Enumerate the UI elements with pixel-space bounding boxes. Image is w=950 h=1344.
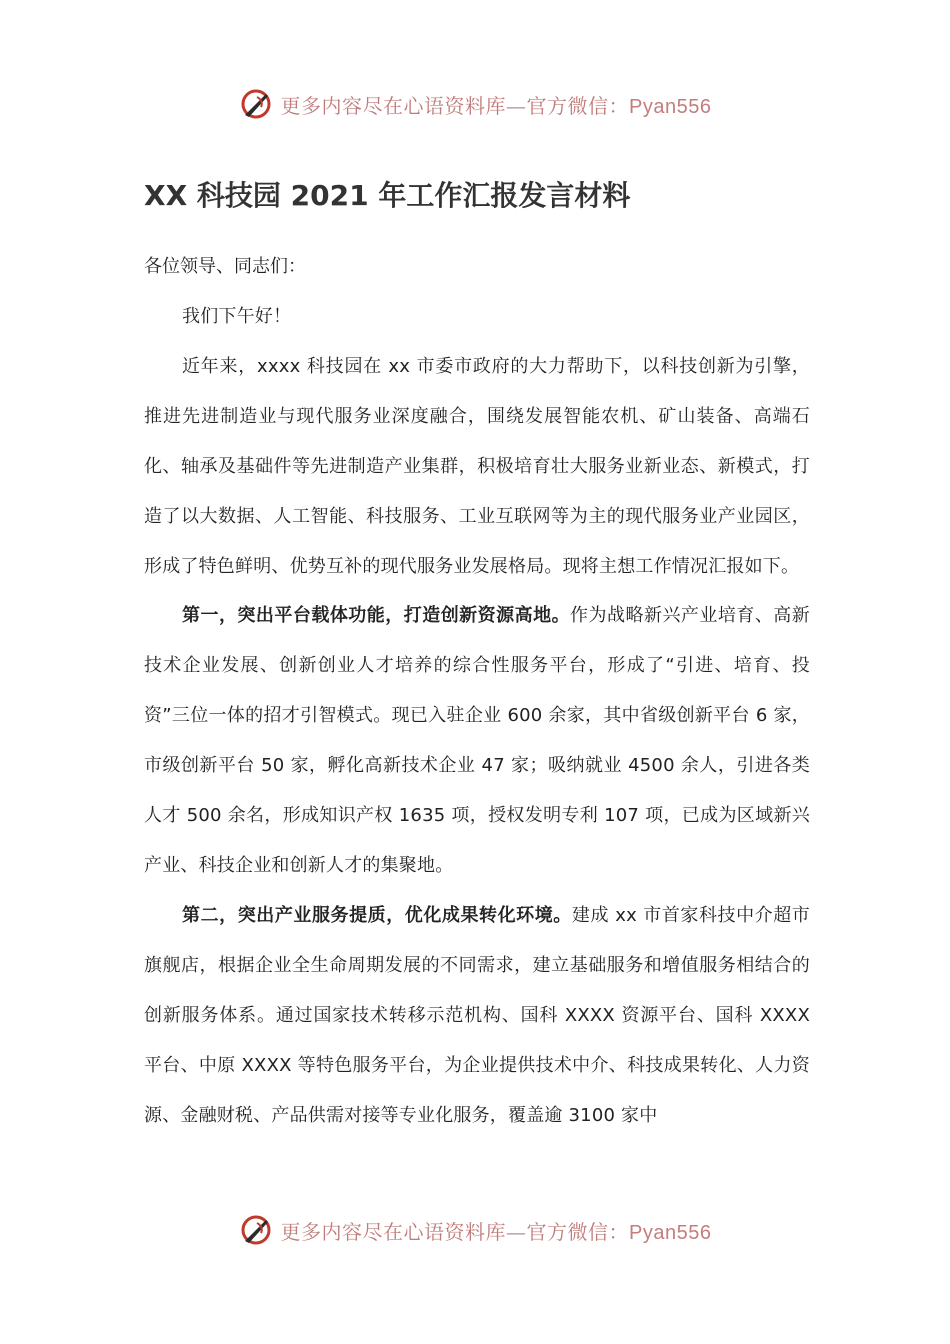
greeting-paragraph: 我们下午好！: [182, 306, 292, 327]
banner-wechat-label: 官方微信：: [526, 1219, 630, 1244]
banner-text: [281, 90, 712, 119]
section-2-heading: 第二，突出产业服务提质，优化成果转化环境。: [182, 904, 572, 926]
banner-wechat-id: Pyan556: [629, 95, 712, 118]
banner-main-text: 更多内容尽在心语资料库: [280, 93, 507, 118]
salutation: 各位领导、同志们：: [144, 256, 306, 277]
document-title: XX 科技园 2021 年工作汇报发言材料: [144, 179, 631, 212]
section-1-heading: 第一，突出平台载体功能，打造创新资源高地。: [182, 605, 571, 627]
quill-pen-logo-icon: [239, 1213, 273, 1247]
intro-paragraph: 近年来，xxxx 科技园在 xx 市委市政府的大力帮助下，以科技创新为引擎，推进先进制造业与现代服务业深度融合，围绕发展智能农机、矿山装备、高端石化、轴承及基础件等先进制造产业集群，积极培育壮大服务业新业态、新模式，打造了以大数据、人工智能、科技服务、工业互联网等为主的现代服务业产业园区，形成了特色鲜明、优势互补的现代服务业发展格局。现将主想工作情况汇报如下。: [144, 355, 810, 577]
header-banner: [0, 84, 950, 124]
quill-pen-logo-icon: [239, 87, 273, 121]
section-2-paragraph: [144, 891, 810, 1141]
banner-separator: —: [506, 93, 527, 118]
section-1-body: 作为战略新兴产业培育、高新技术企业发展、创新创业人才培养的综合性服务平台，形成了“引进、培育、投资”三位一体的招才引智模式。现已入驻企业 600 余家，其中省级创新平台 6 家，市级创新平台 50 家，孵化高新技术企业 47 家；吸纳就业 4500 余人，引进各类人才 500 余名，形成知识产权 1635 项，授权发明专利 107 项，已成为区域新兴产业、科技企业和创新人才的集聚地。: [144, 605, 810, 876]
banner-text: [281, 1216, 712, 1245]
banner-wechat-label: 官方微信：: [526, 93, 630, 118]
document-body: [144, 170, 810, 1140]
footer-banner: [0, 1210, 950, 1250]
banner-main-text: 更多内容尽在心语资料库: [280, 1219, 507, 1244]
section-2-body: 建成 xx 市首家科技中介超市旗舰店，根据企业全生命周期发展的不同需求，建立基础服务和增值服务相结合的创新服务体系。通过国家技术转移示范机构、国科 XXXX 资源平台、国科 XXXX 平台、中原 XXXX 等特色服务平台，为企业提供技术中介、科技成果转化、人力资源、金融财税、产品供需对接等专业化服务，覆盖逾 3100 家中: [144, 904, 811, 1126]
section-1-paragraph: [144, 591, 810, 890]
banner-separator: —: [506, 1219, 527, 1244]
banner-wechat-id: Pyan556: [629, 1221, 712, 1244]
